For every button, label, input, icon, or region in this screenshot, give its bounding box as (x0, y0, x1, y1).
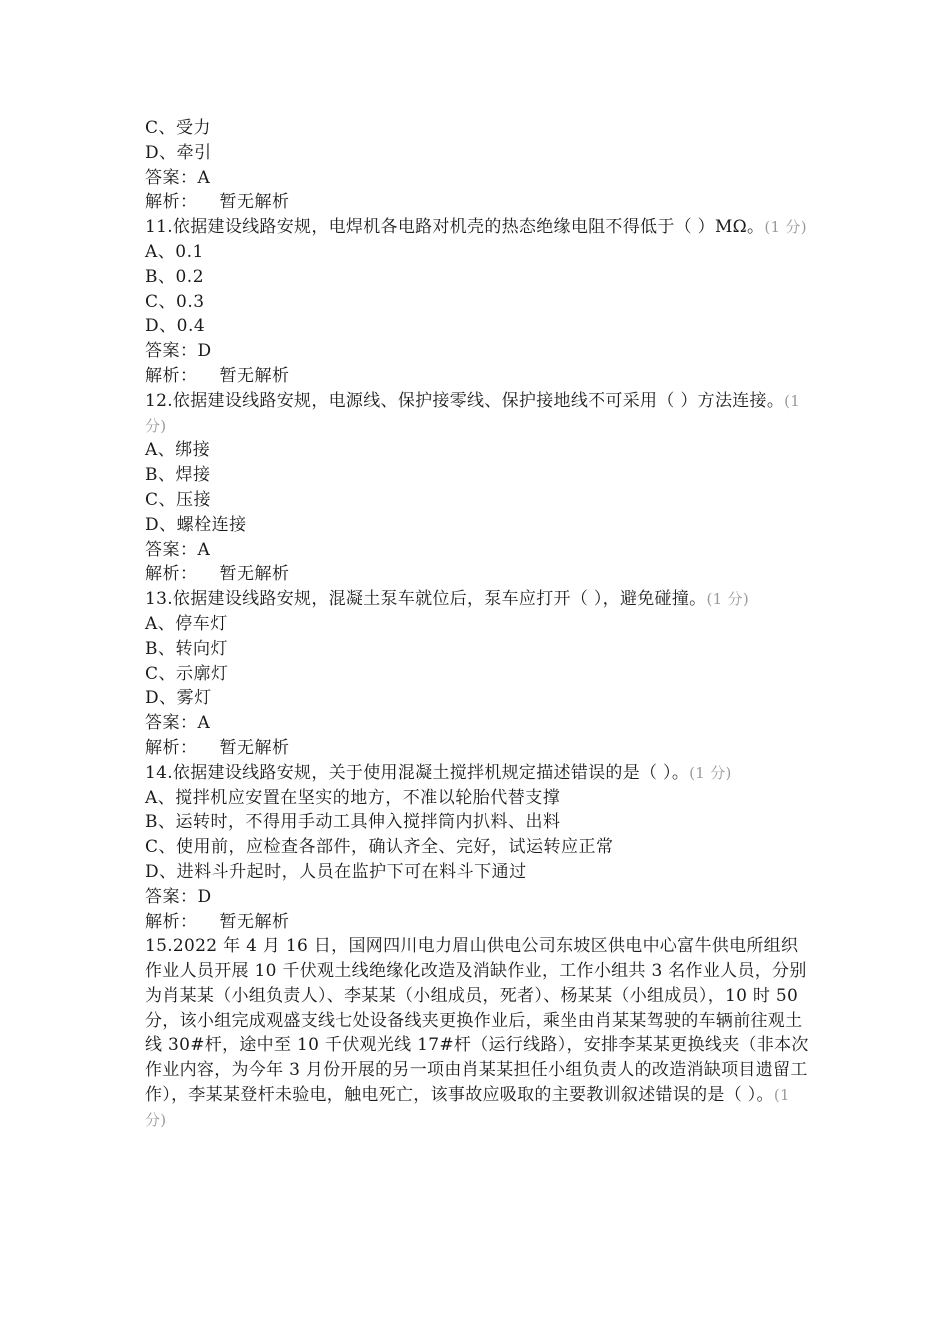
analysis-value: 暂无解析 (219, 365, 290, 386)
answer-line (145, 885, 810, 910)
analysis-value: 暂无解析 (219, 192, 290, 213)
option-b: B、0.2 (145, 266, 205, 287)
answer-value: A (197, 539, 211, 560)
answer-value: A (197, 167, 211, 188)
analysis-value: 暂无解析 (219, 737, 290, 758)
question-score: (1 分) (764, 218, 807, 237)
answer-line (145, 711, 810, 736)
analysis-line (145, 364, 810, 389)
analysis-label: 解析： (145, 192, 198, 213)
option-d: D、牵引 (145, 142, 212, 163)
analysis-label: 解析： (145, 564, 198, 585)
option-a: A、0.1 (145, 241, 204, 262)
answer-label: 答案： (145, 539, 198, 560)
option-b: B、转向灯 (145, 638, 228, 659)
question-score: (1 分) (706, 590, 749, 609)
option-a: A、停车灯 (145, 613, 228, 634)
analysis-value: 暂无解析 (219, 564, 290, 585)
analysis-label: 解析： (145, 365, 198, 386)
answer-value: D (197, 886, 212, 907)
question-text: 14.依据建设线路安规，关于使用混凝土搅拌机规定描述错误的是（ ）。 (145, 762, 690, 783)
answer-line (145, 166, 810, 191)
analysis-line (145, 190, 810, 215)
analysis-line (145, 562, 810, 587)
answer-value: A (197, 713, 211, 734)
option-d: D、雾灯 (145, 688, 212, 709)
question-text: 13.依据建设线路安规，混凝土泵车就位后，泵车应打开（ ），避免碰撞。 (145, 589, 707, 610)
question-score: (1 分) (689, 763, 732, 782)
analysis-label: 解析： (145, 737, 198, 758)
analysis-line (145, 736, 810, 761)
option-c: C、示廓灯 (145, 663, 229, 684)
option-a: A、搅拌机应安置在坚实的地方，不准以轮胎代替支撑 (145, 787, 561, 808)
question-text: 15.2022 年 4 月 16 日，国网四川电力眉山供电公司东坡区供电中心富牛供电所组织作业人员开展 10 千伏观土线绝缘化改造及消缺作业，工作小组共 3 名作业人员，分别为肖某某（小组负责人）、李某某（小组成员，死者）、杨某某（小组成员），10 时 50 分，该小组完成观盛支线七处设备线夹更换作业后，乘坐由肖某某驾驶的车辆前往观土线 30#杆，途中至 10 千伏观光线 17#杆（运行线路），安排李某某更换线夹（非本次作业内容，为今年 3 月份开展的另一项由肖某某担任小组负责人的改造消缺项目遗留工作），李某某登杆未验电，触电死亡，该事故应吸取的主要教训叙述错误的是（ ）。 (145, 936, 809, 1106)
analysis-value: 暂无解析 (219, 911, 290, 932)
answer-label: 答案： (145, 341, 198, 362)
question-text: 12.依据建设线路安规，电源线、保护接零线、保护接地线不可采用（ ）方法连接。 (145, 390, 785, 411)
analysis-line (145, 910, 810, 935)
question-score: (1 分) (145, 1086, 790, 1129)
question-text: 11.依据建设线路安规，电焊机各电路对机壳的热态绝缘电阻不得低于（ ）MΩ。 (145, 217, 765, 238)
option-b: B、焊接 (145, 465, 211, 486)
option-b: B、运转时，不得用手动工具伸入搅拌筒内扒料、出料 (145, 812, 561, 833)
question-score: (1 分) (145, 391, 801, 435)
document-page (145, 116, 810, 1133)
answer-line (145, 538, 810, 563)
option-c: C、压接 (145, 489, 212, 510)
question-stem (145, 389, 810, 439)
option-c: C、使用前，应检查各部件，确认齐全、完好，试运转应正常 (145, 837, 614, 858)
option-a: A、绑接 (145, 440, 211, 461)
question-stem (145, 215, 810, 240)
answer-label: 答案： (145, 713, 198, 734)
answer-value: D (197, 341, 212, 362)
option-d: D、0.4 (145, 316, 206, 337)
option-d: D、进料斗升起时，人员在监护下可在料斗下通过 (145, 861, 527, 882)
option-c: C、受力 (145, 118, 212, 138)
answer-line (145, 339, 810, 364)
question-stem (145, 934, 810, 1132)
option-d: D、螺栓连接 (145, 514, 247, 535)
answer-label: 答案： (145, 886, 198, 907)
question-stem (145, 761, 810, 786)
analysis-label: 解析： (145, 911, 198, 932)
option-c: C、0.3 (145, 291, 205, 312)
question-stem (145, 587, 810, 612)
answer-label: 答案： (145, 167, 198, 188)
